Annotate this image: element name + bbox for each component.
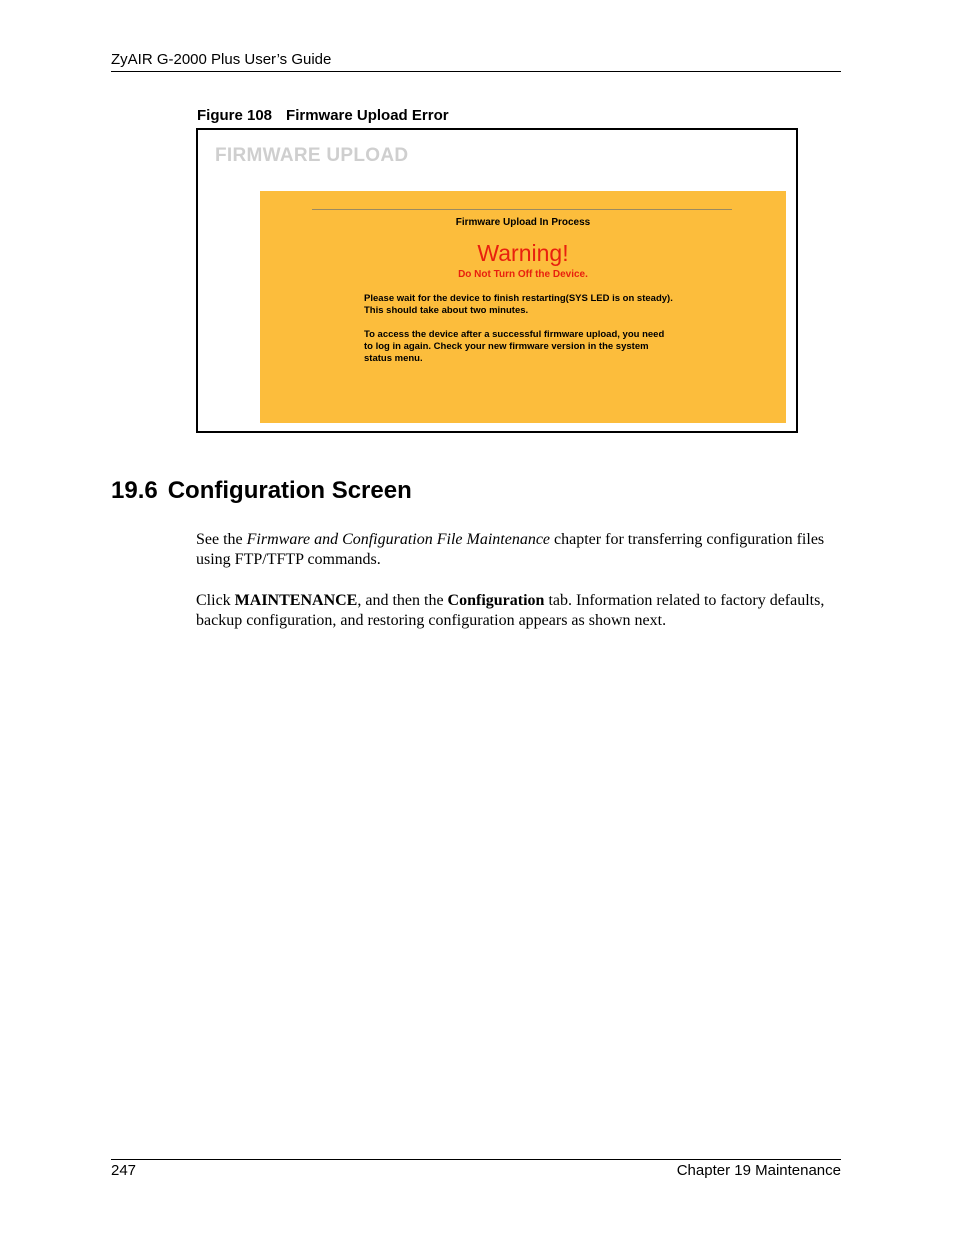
section-title: Configuration Screen xyxy=(167,477,412,504)
running-header: ZyAIR G-2000 Plus User’s Guide xyxy=(111,51,332,68)
paragraph-see-chapter xyxy=(196,530,846,570)
figure-label: Figure 108 xyxy=(197,107,273,124)
para-text: See the xyxy=(196,531,247,548)
login-notice: To access the device after a successful firmware upload, you need to log in again. Check your new firmware version in the system status menu. xyxy=(364,329,665,364)
para-text: , and then the xyxy=(357,592,448,609)
figure-screenshot xyxy=(196,128,798,433)
chapter-reference: Firmware and Configuration File Maintenance xyxy=(246,531,551,548)
warning-subtext: Do Not Turn Off the Device. xyxy=(458,269,588,280)
panel-title: FIRMWARE UPLOAD xyxy=(215,145,409,166)
restart-notice: Please wait for the device to finish restarting(SYS LED is on steady). This should take about two minutes. xyxy=(364,293,673,316)
footer-rule xyxy=(111,1159,841,1160)
paragraph-click-maintenance xyxy=(196,591,846,631)
para-text: Click xyxy=(196,592,235,609)
section-heading xyxy=(111,477,412,505)
upload-status-text: Firmware Upload In Process xyxy=(455,217,591,228)
figure-title: Firmware Upload Error xyxy=(286,107,449,124)
configuration-term: Configuration xyxy=(447,592,545,609)
footer-chapter: Chapter 19 Maintenance xyxy=(676,1162,841,1179)
figure-caption xyxy=(197,107,449,124)
warning-heading: Warning! xyxy=(477,240,569,266)
para-text: tab. Information related to factory defaults, backup configuration, and restoring configuration appears as shown next. xyxy=(196,592,825,629)
para-text: chapter for transferring configuration files using FTP/TFTP commands. xyxy=(196,531,825,568)
maintenance-term: MAINTENANCE xyxy=(234,592,358,609)
warning-box xyxy=(260,191,786,423)
header-rule xyxy=(111,71,841,72)
page-number: 247 xyxy=(111,1162,137,1179)
warning-divider xyxy=(312,209,732,210)
section-number: 19.6 xyxy=(111,477,158,504)
